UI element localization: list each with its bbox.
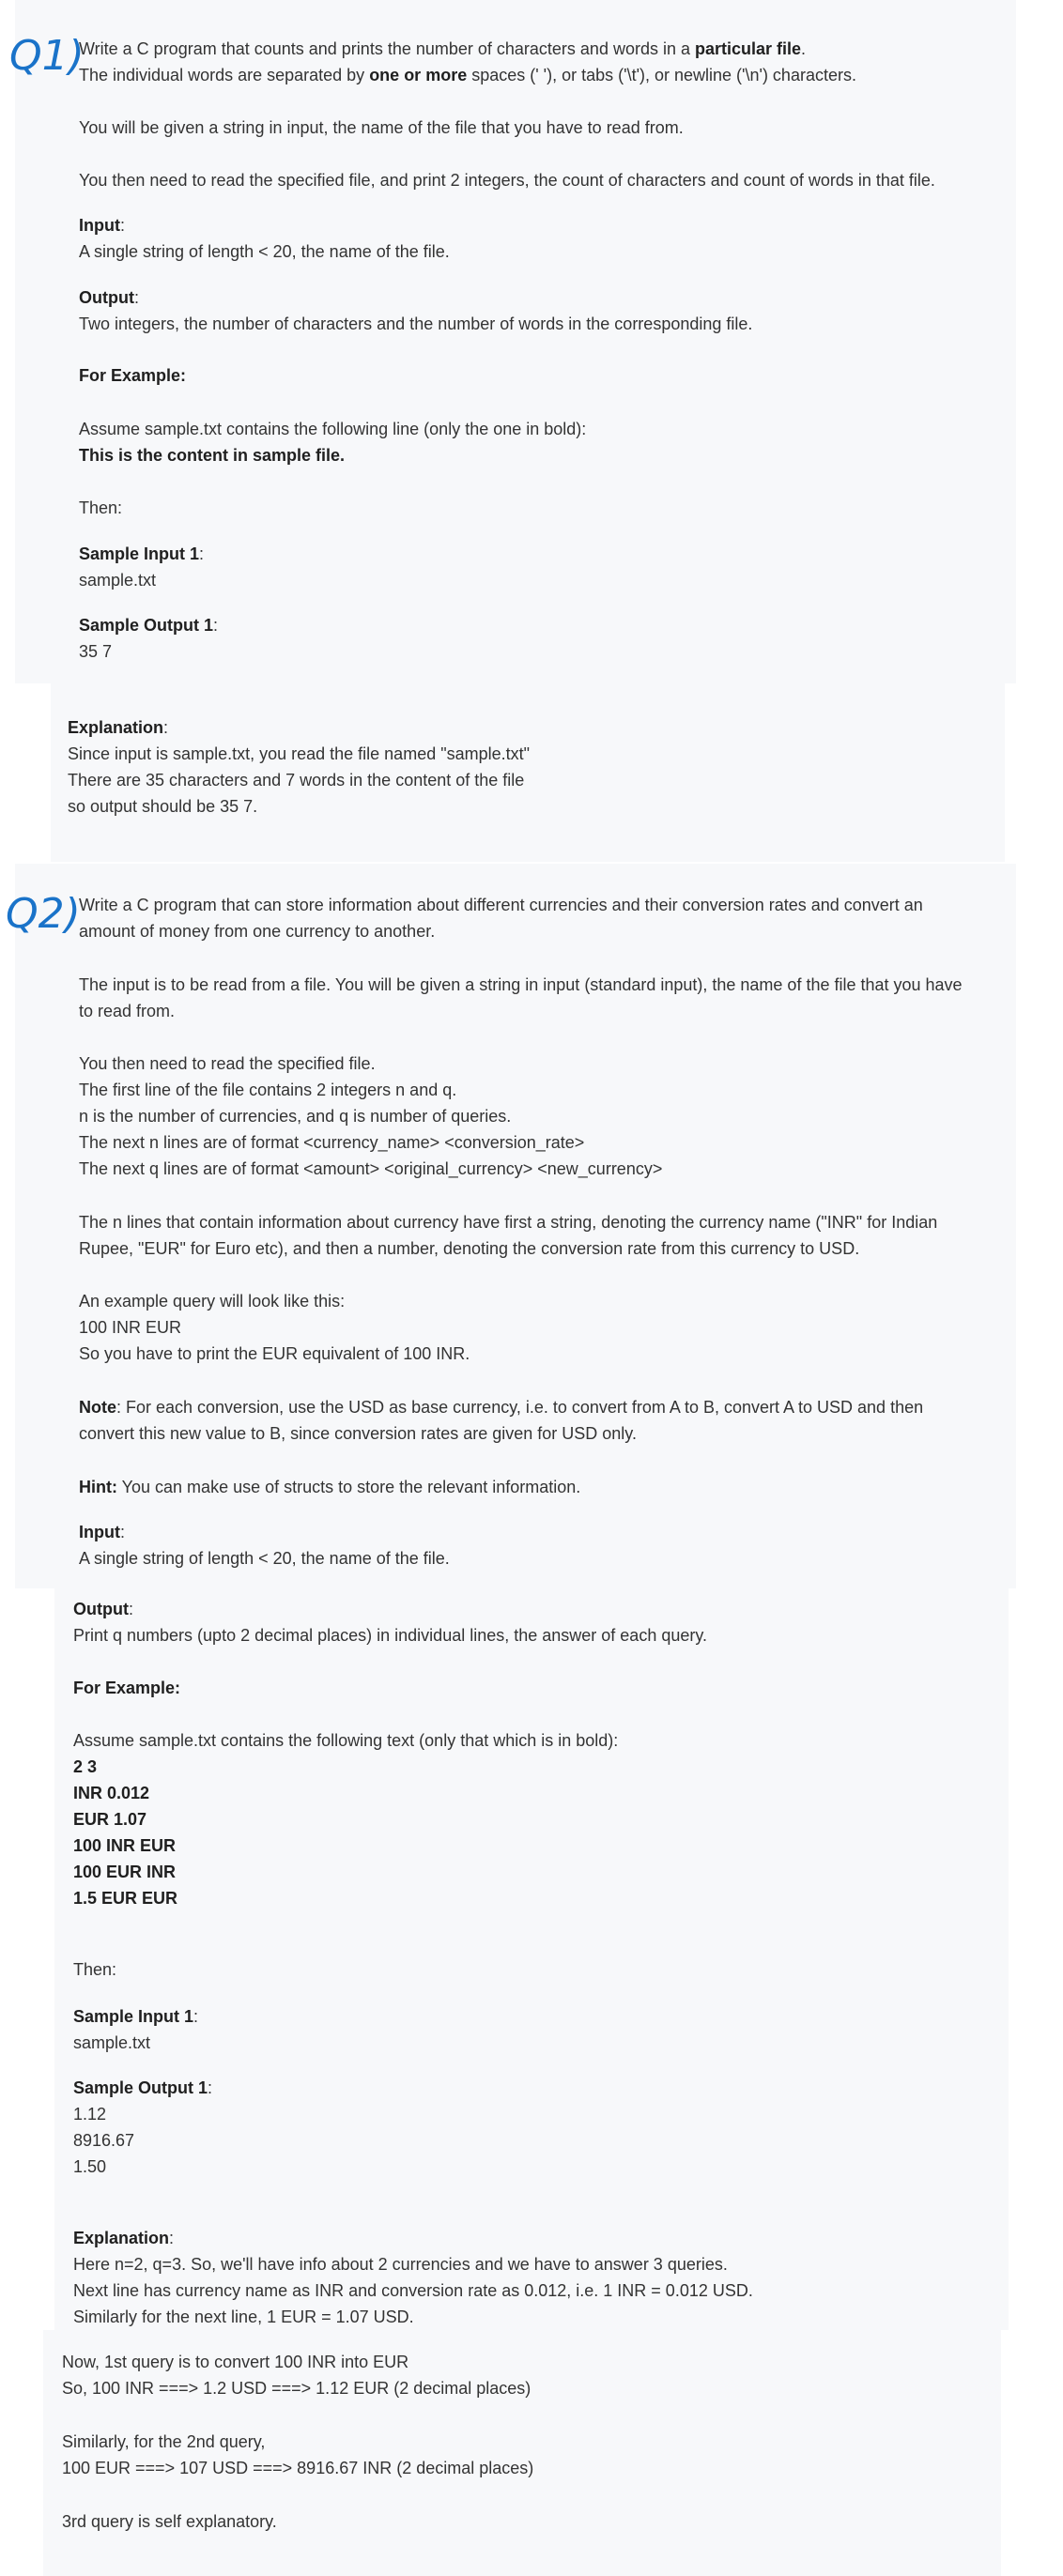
q1-output-text: Two integers, the number of characters and the number of words in the corresponding file. [79,314,753,333]
q2-explanation-more-line: 3rd query is self explanatory. [62,2512,277,2531]
q2-explanation-heading: Explanation: [73,2229,175,2247]
q2-file-line: 100 EUR INR [73,1863,177,1881]
q2-sample-input: sample.txt [73,2033,151,2052]
q2-example-heading: For Example: [73,1679,181,1697]
q2-sample-input-heading: Sample Input 1: [73,2007,199,2026]
q1-mark-drawing [8,13,83,107]
q2-format-line: n is the number of currencies, and q is number of queries. [79,1107,512,1126]
q2-format-line: The next q lines are of format <amount> <original_currency> <new_currency> [79,1159,663,1178]
q1-then-read: You then need to read the specified file, and print 2 integers, the count of characters and count of words in that file. [79,171,935,190]
q1-sample-output: 35 7 [79,642,113,661]
q1-then: Then: [79,498,123,517]
q2-file-line: EUR 1.07 [73,1810,147,1829]
q2-input-file-line: to read from. [79,1002,176,1020]
q2-explanation-more-line: So, 100 INR ===> 1.2 USD ===> 1.12 EUR (2 decimal places) [62,2379,532,2398]
q1-file-content: This is the content in sample file. [79,446,346,465]
q2-explanation-line: Next line has currency name as INR and conversion rate as 0.012, i.e. 1 INR = 0.012 USD. [73,2281,753,2300]
q1-mark-text: Q1) [9,32,83,80]
q2-mark-text: Q2) [6,890,79,938]
q1-handwritten-mark [8,13,83,107]
q2-sample-output-line: 1.50 [73,2157,107,2176]
q1-sample-input: sample.txt [79,571,157,590]
q2-output-heading: Output: [73,1600,133,1618]
q2-query-example-line: 100 INR EUR [79,1318,182,1337]
q2-file-line: 2 3 [73,1757,98,1776]
q1-explanation-heading: Explanation: [68,718,169,737]
q2-explanation-more-line: Similarly, for the 2nd query, [62,2432,266,2451]
q2-explanation-more-line: 100 EUR ===> 107 USD ===> 8916.67 INR (2 decimal places) [62,2459,534,2477]
q1-explanation-line: There are 35 characters and 7 words in the content of the file [68,771,525,790]
q2-explanation-line: Similarly for the next line, 1 EUR = 1.07 USD. [73,2308,414,2326]
q2-mark-drawing [4,869,79,963]
q2-currency-info-line: Rupee, "EUR" for Euro etc), and then a number, denoting the conversion rate from this currency to USD. [79,1239,860,1258]
q2-hint: Hint: You can make use of structs to store the relevant information. [79,1478,581,1496]
q2-assume: Assume sample.txt contains the following text (only that which is in bold): [73,1731,619,1750]
q2-handwritten-mark [4,869,79,963]
q1-input-heading: Input: [79,216,125,235]
q2-format-line: The next n lines are of format <currency_name> <conversion_rate> [79,1133,585,1152]
q1-explanation-line: Since input is sample.txt, you read the file named "sample.txt" [68,744,531,763]
q2-sample-output-line: 1.12 [73,2105,107,2124]
q2-query-example-line: So you have to print the EUR equivalent of 100 INR. [79,1344,470,1363]
q1-intro: Write a C program that counts and prints the number of characters and words in a particular file. [79,39,807,58]
q2-sample-output-heading: Sample Output 1: [73,2078,213,2097]
q2-output-panel [54,1588,1009,2330]
q2-currency-info-line: The n lines that contain information about currency have first a string, denoting the currency name ("INR" for Indian [79,1213,938,1232]
q1-explanation-line: so output should be 35 7. [68,797,258,816]
q1-example-heading: For Example: [79,366,187,385]
q2-file-line: 1.5 EUR EUR [73,1889,178,1908]
q2-explanation-line: Here n=2, q=3. So, we'll have info about 2 currencies and we have to answer 3 queries. [73,2255,728,2274]
q1-assume: Assume sample.txt contains the following line (only the one in bold): [79,420,587,438]
q2-intro-line: amount of money from one currency to another. [79,922,436,941]
q2-format-line: You then need to read the specified file. [79,1054,376,1073]
q2-input-heading: Input: [79,1523,125,1541]
q2-format-line: The first line of the file contains 2 integers n and q. [79,1081,457,1099]
q1-sample-output-heading: Sample Output 1: [79,616,219,635]
q1-sample-input-heading: Sample Input 1: [79,544,205,563]
q2-note: Note: For each conversion, use the USD as base currency, i.e. to convert from A to B, convert A to USD and then [79,1398,924,1417]
q2-then: Then: [73,1960,117,1979]
q2-intro-line: Write a C program that can store information about different currencies and their conversion rates and convert an [79,896,923,914]
q1-given: You will be given a string in input, the name of the file that you have to read from. [79,118,684,137]
q1-panel [15,0,1016,683]
q2-input-text: A single string of length < 20, the name of the file. [79,1549,450,1568]
q1-separators: The individual words are separated by one or more spaces (' '), or tabs ('\t'), or newline ('\n') characters. [79,66,856,84]
q2-file-line: 100 INR EUR [73,1836,177,1855]
q1-output-heading: Output: [79,288,139,307]
q1-input-text: A single string of length < 20, the name of the file. [79,242,450,261]
q2-sample-output-line: 8916.67 [73,2131,135,2150]
q2-query-example-line: An example query will look like this: [79,1292,346,1311]
q2-output-text: Print q numbers (upto 2 decimal places) in individual lines, the answer of each query. [73,1626,708,1645]
q2-explanation-more-line: Now, 1st query is to convert 100 INR into EUR [62,2353,409,2371]
q2-file-line: INR 0.012 [73,1784,150,1802]
q2-note-line: convert this new value to B, since conversion rates are given for USD only. [79,1424,637,1443]
q2-input-file-line: The input is to be read from a file. You will be given a string in input (standard input), the name of the file that you have [79,975,963,994]
